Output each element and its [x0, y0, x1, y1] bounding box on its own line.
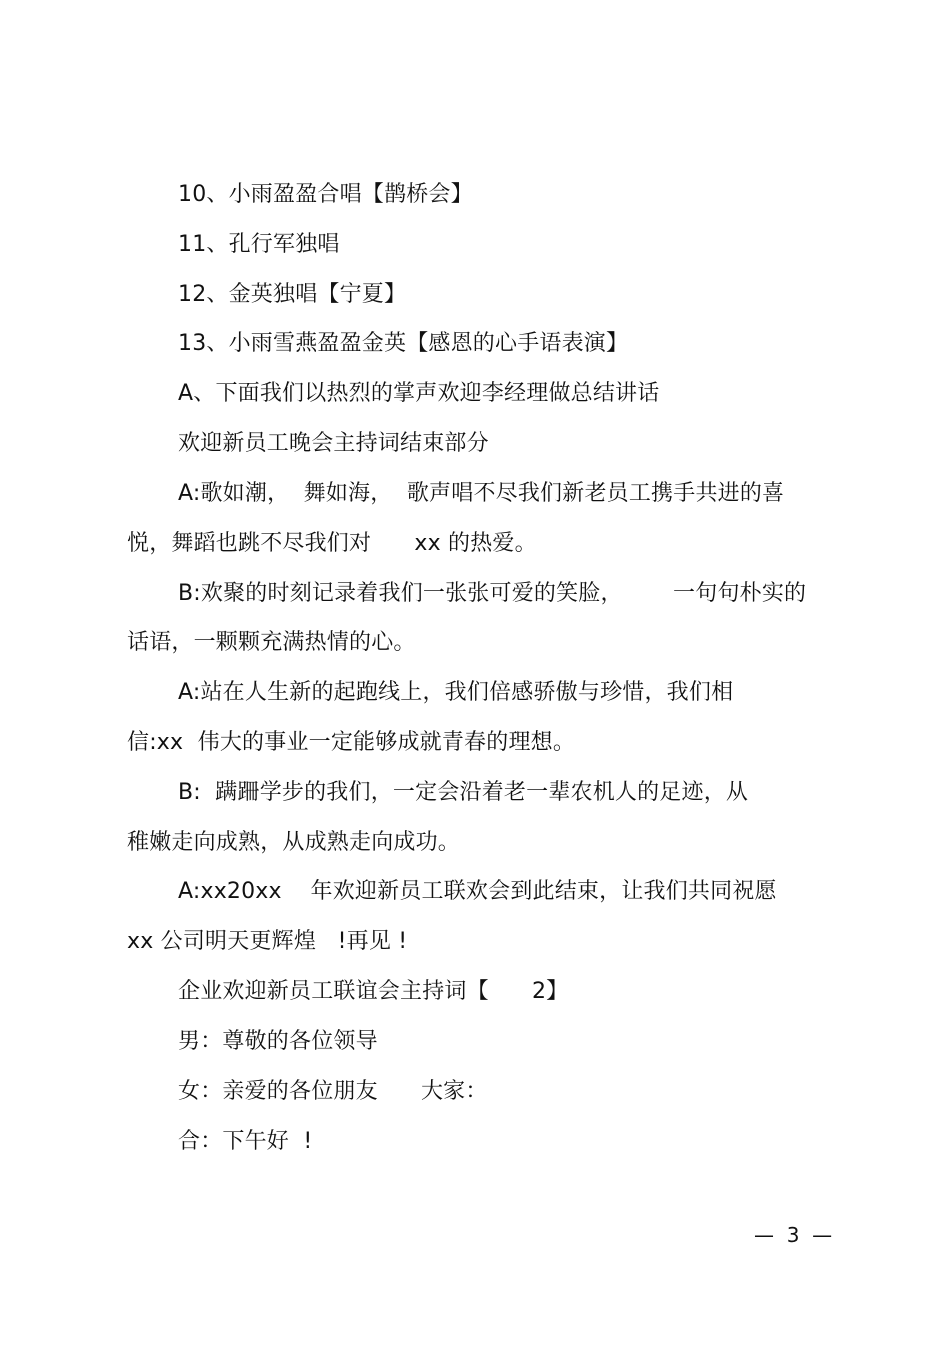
paragraph-line: A:xx20xx 年欢迎新员工联欢会到此结束，让我们共同祝愿	[178, 879, 777, 904]
section-heading-ending: 欢迎新员工晚会主持词结束部分	[178, 431, 489, 456]
paragraph-line: A:站在人生新的起跑线上，我们倍感骄傲与珍惜，我们相	[178, 680, 734, 705]
program-item-13: 13、小雨雪燕盈盈金英【感恩的心手语表演】	[178, 331, 629, 356]
page-number: — 3 —	[754, 1223, 833, 1247]
section-heading-2: 企业欢迎新员工联谊会主持词【 2】	[178, 979, 569, 1004]
paragraph-line: 悦，舞蹈也跳不尽我们对 xx 的热爱。	[127, 531, 537, 556]
paragraph-line: 话语，一颗颗充满热情的心。	[127, 630, 416, 655]
paragraph-line: A:歌如潮， 舞如海， 歌声唱不尽我们新老员工携手共进的喜	[178, 481, 785, 506]
program-item-12: 12、金英独唱【宁夏】	[178, 282, 407, 307]
paragraph-line: xx 公司明天更辉煌 !再见 !	[127, 929, 408, 954]
paragraph-line: B:欢聚的时刻记录着我们一张张可爱的笑脸， 一句句朴实的	[178, 581, 807, 606]
paragraph-line: 信:xx 伟大的事业一定能够成就青春的理想。	[127, 730, 576, 755]
paragraph-line: B: 蹒跚学步的我们，一定会沿着老一辈农机人的足迹，从	[178, 780, 749, 805]
program-item-10: 10、小雨盈盈合唱【鹊桥会】	[178, 182, 473, 207]
paragraph-line: 稚嫩走向成熟，从成熟走向成功。	[127, 830, 461, 855]
dialogue-male: 男：尊敬的各位领导	[178, 1029, 378, 1054]
dialogue-female: 女：亲爱的各位朋友 大家：	[178, 1079, 488, 1104]
dialogue-together: 合：下午好 !	[178, 1129, 313, 1154]
program-item-11: 11、孔行军独唱	[178, 232, 340, 257]
speech-announcement: A、下面我们以热烈的掌声欢迎李经理做总结讲话	[178, 381, 660, 406]
